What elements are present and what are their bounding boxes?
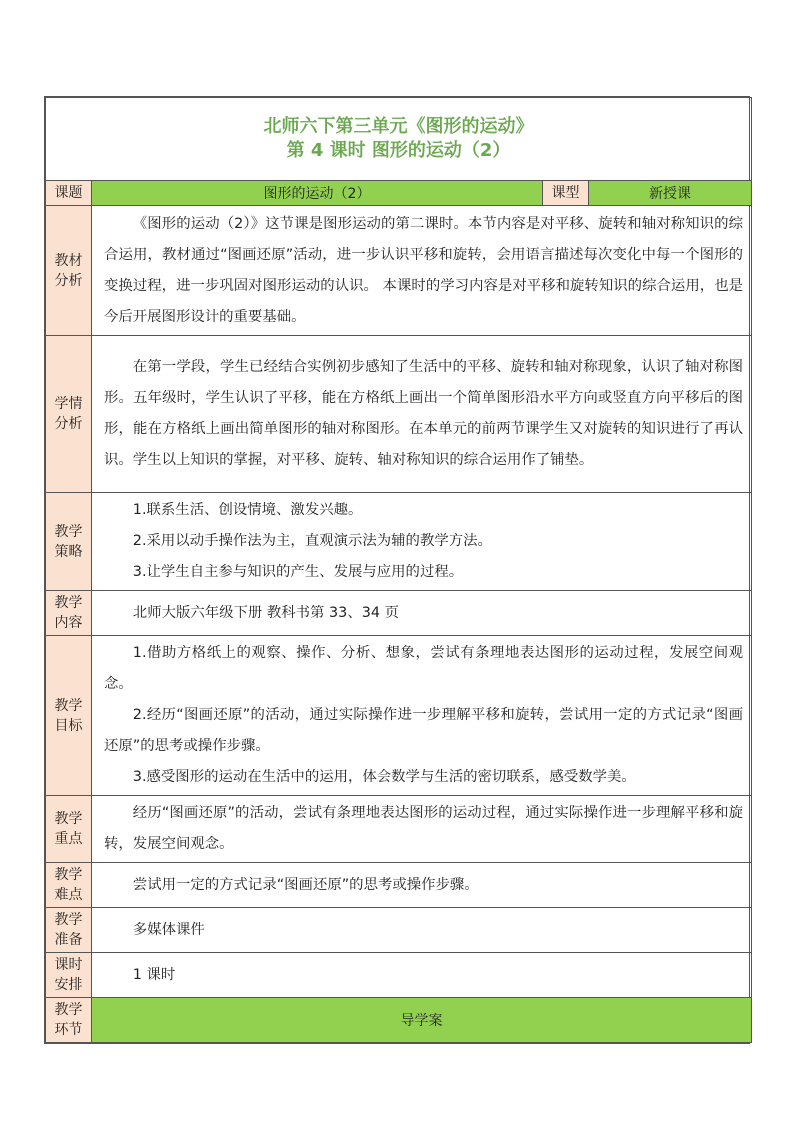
lesson-subtitle: 第 4 课时 图形的运动（2） xyxy=(286,140,511,161)
goal-item: 2.经历“图画还原”的活动，通过实际操作进一步理解平移和旋转，尝试用一定的方式记录“图画还原”的思考或操作步骤。 xyxy=(104,707,743,754)
label-line: 重点 xyxy=(54,831,83,847)
lesson-plan-table xyxy=(45,97,752,1043)
preparation-text: 多媒体课件 xyxy=(132,921,205,938)
schedule-text: 1 课时 xyxy=(132,966,176,983)
lesson-plan-sheet xyxy=(44,96,750,1044)
type-value: 新授课 xyxy=(589,181,752,206)
topic-label: 课题 xyxy=(46,181,92,206)
strategy-content xyxy=(92,493,752,591)
key-points-text: 经历“图画还原”的活动，尝试有条理地表达图形的运动过程，通过实际操作进一步理解平移和旋转，发展空间观念。 xyxy=(104,805,743,852)
strategy-item: 2.采用以动手操作法为主，直观演示法为辅的教学方法。 xyxy=(132,533,492,549)
key-points-label xyxy=(46,796,92,863)
strategy-item: 3.让学生自主参与知识的产生、发展与应用的过程。 xyxy=(132,564,464,580)
difficulties-content xyxy=(92,863,752,908)
student-analysis-label xyxy=(46,336,92,493)
label-line: 环节 xyxy=(54,1022,83,1038)
topic-value: 图形的运动（2） xyxy=(92,181,543,206)
label-line: 教材 xyxy=(54,252,83,269)
label-line: 策略 xyxy=(54,543,83,560)
label-line: 分析 xyxy=(54,272,83,289)
textbook-analysis-text: 《图形的运动（2）》这节课是图形运动的第二课时。本节内容是对平移、旋转和轴对称知识的综合运用，教材通过“图画还原”活动，进一步认识平移和旋转，会用语言描述每次变化中每一个图形的变换过程，进一步巩固对图形运动的认识。 本课时的学习内容是对平移和旋转知识的综合运用，也是今后开展图形设计的重要基础。 xyxy=(104,215,743,325)
content-text: 北师大版六年级下册 教科书第 33、34 页 xyxy=(132,604,400,621)
content-label xyxy=(46,591,92,636)
label-line: 教学 xyxy=(54,867,83,883)
textbook-analysis-label xyxy=(46,206,92,336)
goals-content xyxy=(92,636,752,796)
label-line: 学情 xyxy=(54,396,83,412)
key-points-content xyxy=(92,796,752,863)
label-line: 难点 xyxy=(54,887,83,903)
goal-item: 1.借助方格纸上的观察、操作、分析、想象，尝试有条理地表达图形的运动过程，发展空间观念。 xyxy=(104,645,743,692)
strategy-label xyxy=(46,493,92,591)
label-line: 准备 xyxy=(54,932,83,948)
strategy-item: 1.联系生活、创设情境、激发兴趣。 xyxy=(132,502,363,518)
label-line: 目标 xyxy=(54,717,83,734)
title-cell xyxy=(46,98,752,181)
label-line: 分析 xyxy=(54,416,83,432)
label-line: 课时 xyxy=(54,957,83,973)
label-line: 教学 xyxy=(54,912,83,928)
textbook-analysis-content xyxy=(92,206,752,336)
preparation-content xyxy=(92,908,752,953)
goals-label xyxy=(46,636,92,796)
label-line: 教学 xyxy=(54,697,83,714)
difficulties-text: 尝试用一定的方式记录“图画还原”的思考或操作步骤。 xyxy=(132,876,479,893)
schedule-content xyxy=(92,953,752,998)
label-line: 教学 xyxy=(54,523,83,540)
student-analysis-text: 在第一学段，学生已经结合实例初步感知了生活中的平移、旋转和轴对称现象，认识了轴对称图形。五年级时，学生认识了平移，能在方格纸上画出一个简单图形沿水平方向或竖直方向平移后的图形，能在方格纸上画出简单图形的轴对称图形。在本单元的前两节课学生又对旋转的知识进行了再认识。学生以上知识的掌握，对平移、旋转、轴对称知识的综合运用作了铺垫。 xyxy=(104,359,743,468)
stage-value: 导学案 xyxy=(92,998,752,1043)
goal-item: 3.感受图形的运动在生活中的运用，体会数学与生活的密切联系，感受数学美。 xyxy=(132,769,636,785)
label-line: 内容 xyxy=(54,615,83,631)
difficulties-label xyxy=(46,863,92,908)
type-label: 课型 xyxy=(543,181,589,206)
label-line: 教学 xyxy=(54,595,83,611)
label-line: 教学 xyxy=(54,811,83,827)
stage-label xyxy=(46,998,92,1043)
label-line: 安排 xyxy=(54,977,83,993)
schedule-label xyxy=(46,953,92,998)
document-title: 北师六下第三单元《图形的运动》 xyxy=(263,116,534,137)
preparation-label xyxy=(46,908,92,953)
label-line: 教学 xyxy=(54,1002,83,1018)
student-analysis-content xyxy=(92,336,752,493)
content-content xyxy=(92,591,752,636)
